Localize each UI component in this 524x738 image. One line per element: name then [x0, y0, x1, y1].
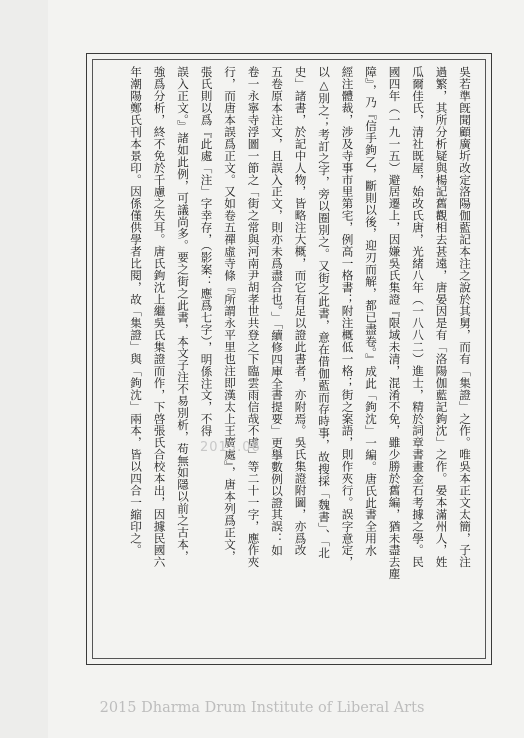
text-column: 過繁，其所分析疑與楊記舊觀相去甚遠，唐晏因是有「洛陽伽藍記鉤沈」之作。晏本滿州人，姓	[434, 66, 449, 568]
watermark-text: 2015 Dharma Drum Institute of Liberal Arts	[99, 700, 425, 716]
text-column: 誤入正文。』諸如此例，可議尚多。要之街之此書，本文子注不易別析，苟無如隱以前之古本，	[176, 66, 190, 563]
text-column: 國四年（一九一五）避居遷上，因嫌吳氏集證『限域未清，混淆不免，雖少勝於舊編，猶未盡去塵	[387, 66, 402, 580]
vertical-text-block	[100, 66, 476, 652]
text-column: 五卷原本注文，且誤入正文，則亦未爲盡合也。」「續修四庫全書提要」更擧數例以證其誤：如	[270, 66, 284, 557]
text-column: 卷一永寧寺浮圖一節之「街之常與河南尹胡孝世共登之下臨雲雨信哉不虛」等二十一字，應作夾	[246, 66, 261, 568]
text-column: 以△別之；考訂之字，旁以圈別之。又街之此書，意在借伽藍而存時事，故搜採「魏書」、「北	[317, 66, 331, 559]
text-column: 行，而唐本誤爲正文。又如卷五禪虛寺條『所謂永平里也注即漢太上王廣處』，唐本列爲正文，	[223, 66, 237, 563]
text-column: 障』，乃『信手鉤乙，斷則以後，迎刃而解，都已盡卷。』成此「鉤沈」一編。唐氏此書全用水	[364, 66, 378, 557]
page-edge-strip	[0, 0, 48, 738]
text-column: 吳若準旣聞顧廣圻改定洛陽伽藍記本注之說於其舅，而有「集證」之作。唯吳本正文太簡，子注	[458, 66, 472, 568]
text-column: 張氏則以爲『此處「注」字幸存，（影案：應爲七字），明係注文，不得	[199, 66, 214, 437]
text-column: 經注體裁，涉及寺事市里第宅，例高一格書；附注概低一格；街之案語，則作夾行。誤字意定，	[340, 66, 355, 568]
text-column: 史」諸書，於記中人物，皆略注大概，而它有足以證此書者，亦附焉。吳氏集證附圖，亦爲改	[293, 66, 308, 556]
text-column: 年潮陽鄭氏刊本景印。因係僅供學者比閱，故「集證」與「鉤沈」兩本，皆以四合一縮印之。	[129, 66, 143, 556]
date-stamp: 2015.06	[200, 440, 261, 455]
text-column: 瓜爾佳氏，清社既屋，始改氏唐，光緒八年（一八八二）進士，精於詞章書畫金石考據之學。民	[411, 66, 425, 568]
text-column: 強爲分析，終不免於千慮之失耳。唐氏鉤沈上繼吳氏集證而作，下啓張氏合校本出，因據民國六	[152, 66, 167, 568]
